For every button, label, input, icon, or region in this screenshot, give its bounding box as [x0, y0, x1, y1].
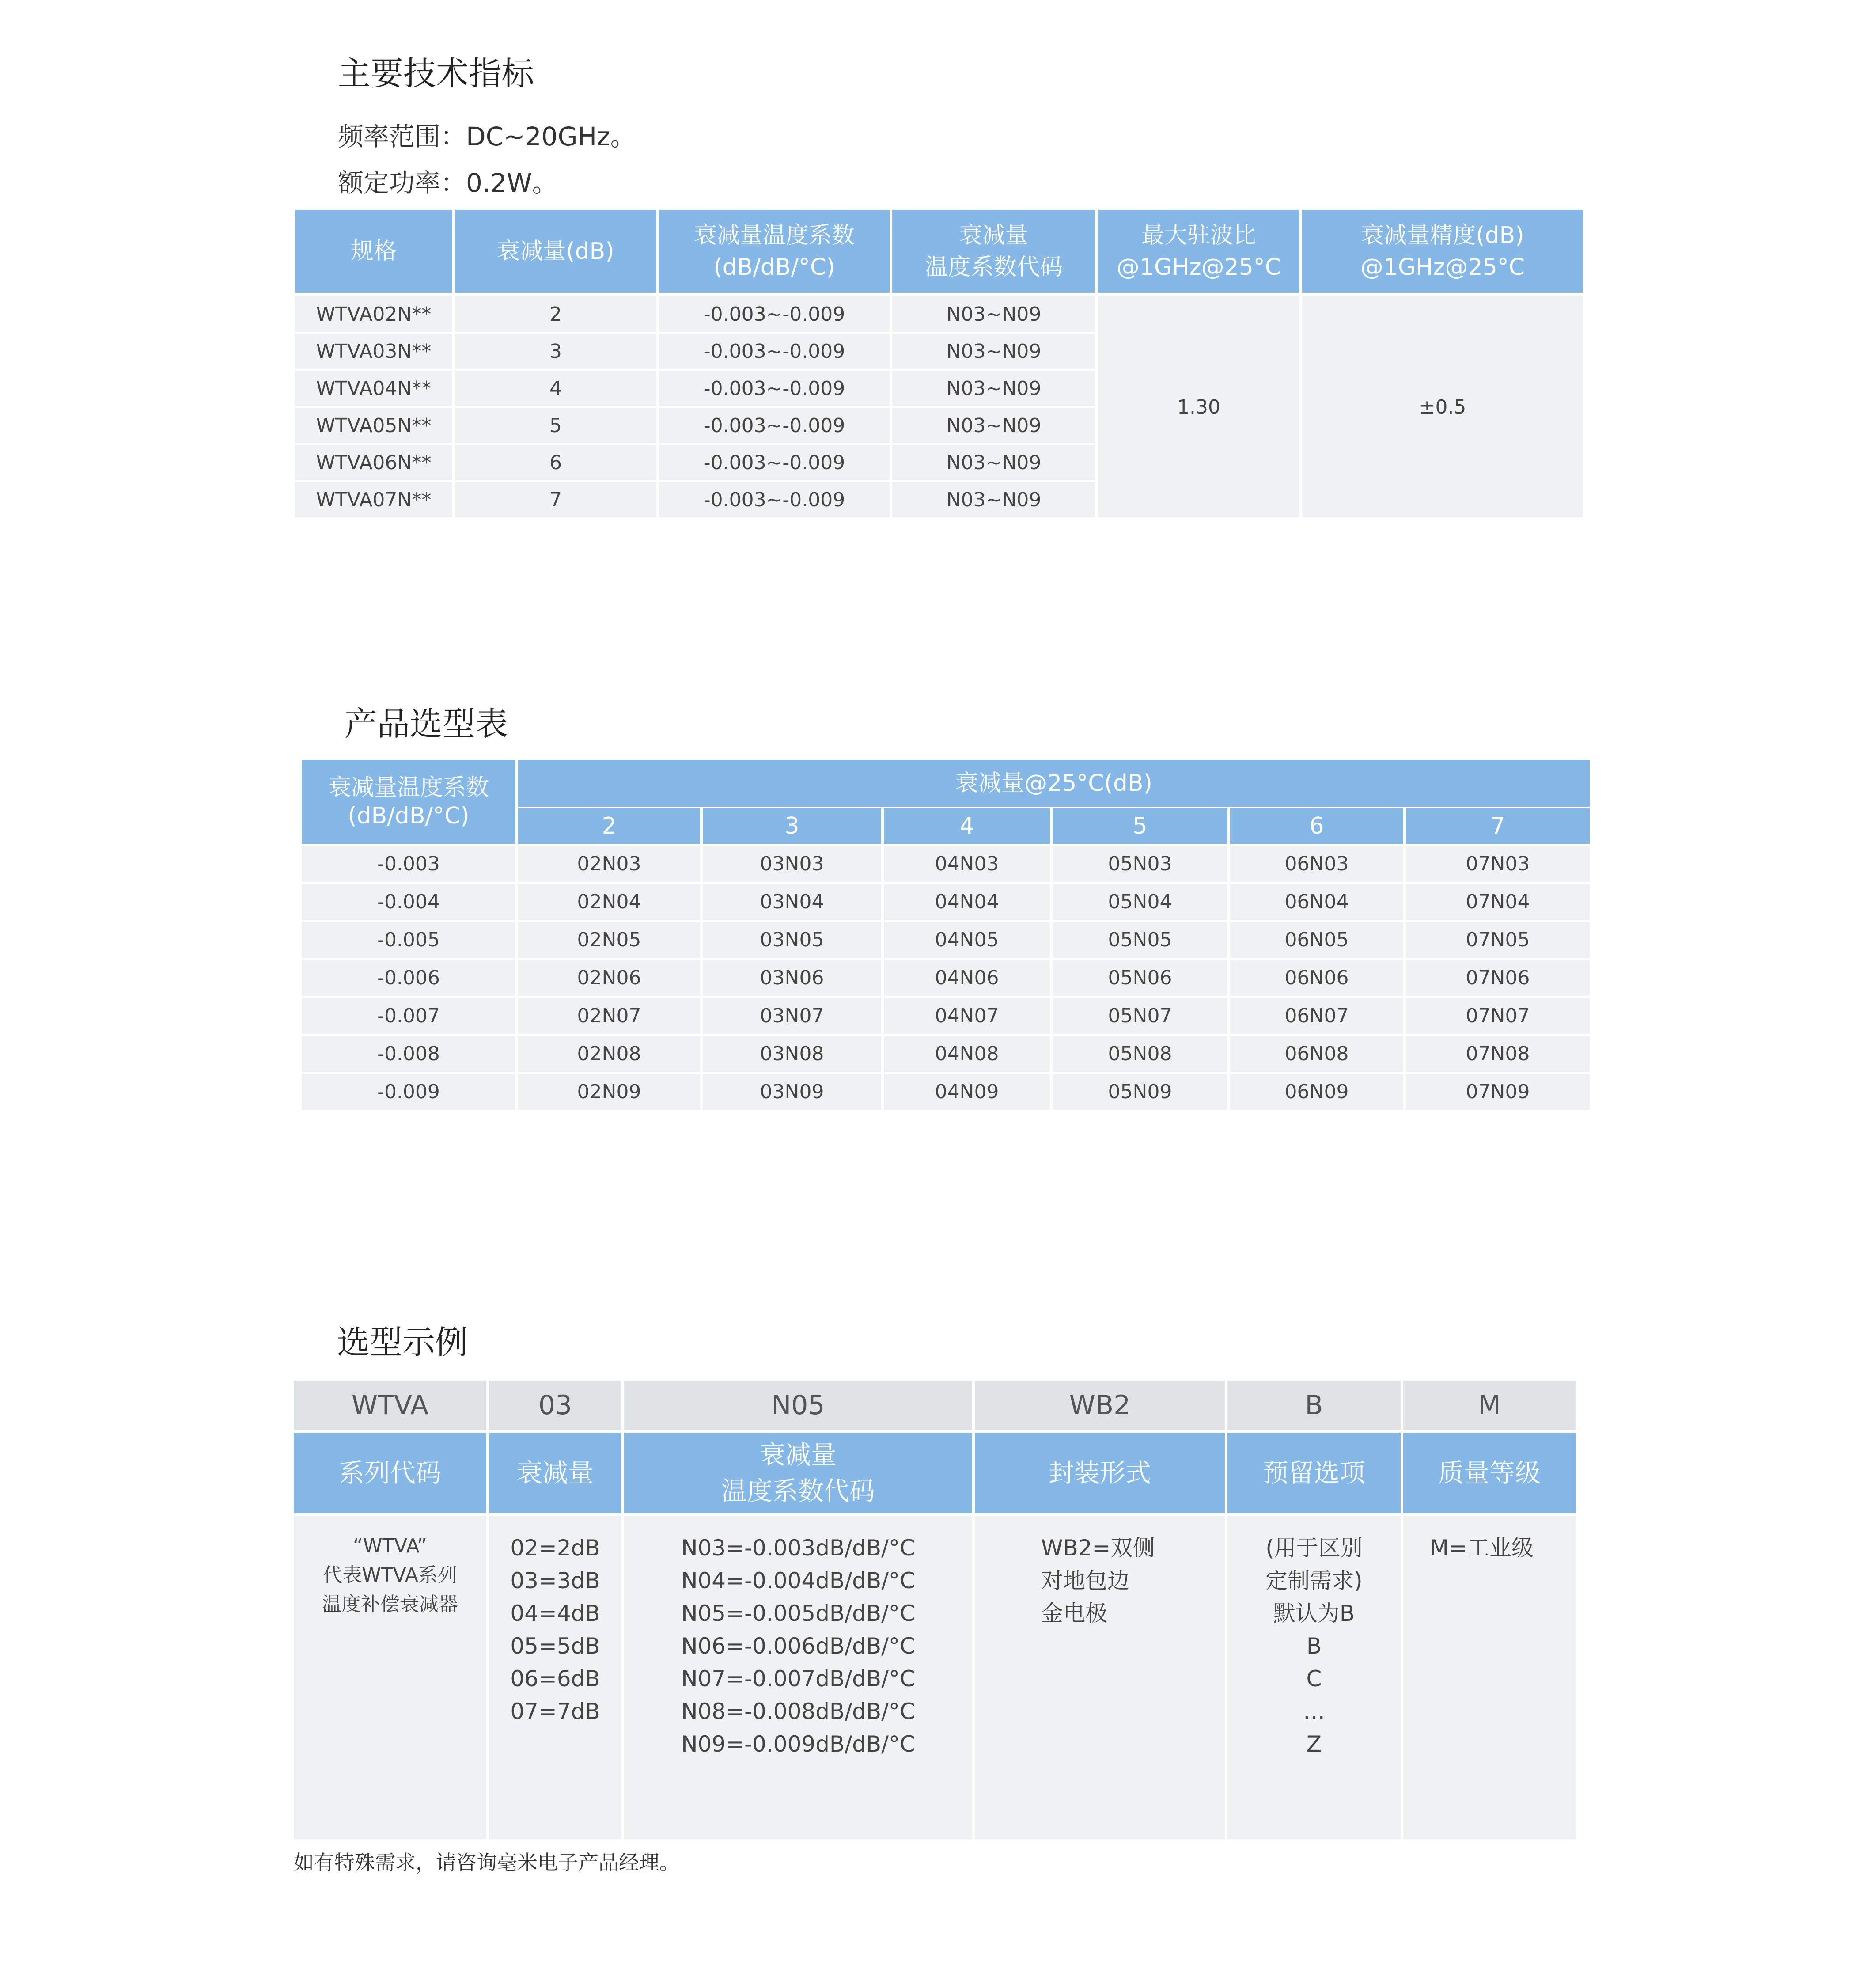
attenuation-column-header: 7	[1406, 808, 1590, 844]
spec-data-cell: -0.003~-0.009	[659, 408, 890, 443]
model-code-cell: 03N03	[703, 846, 881, 882]
model-code-cell: 02N06	[518, 960, 700, 996]
model-code-cell: 07N03	[1406, 846, 1590, 882]
model-code-cell: 07N09	[1406, 1074, 1590, 1110]
example-body-line: …	[1303, 1699, 1325, 1724]
example-body-line: N05=-0.005dB/dB/°C	[681, 1601, 915, 1626]
example-header-cell: 系列代码	[294, 1433, 486, 1513]
example-header-cell: 预留选项	[1227, 1433, 1401, 1513]
example-body-cell	[1227, 1516, 1401, 1839]
spec-data-cell: -0.003~-0.009	[659, 296, 890, 332]
example-header-cell: 质量等级	[1403, 1433, 1576, 1513]
model-code-cell: 05N04	[1053, 884, 1227, 920]
spec-data-cell: 6	[455, 445, 656, 480]
spec-data-cell: WTVA06N**	[295, 445, 452, 480]
attenuation-column-header: 5	[1053, 808, 1227, 844]
spec-data-cell: WTVA03N**	[295, 334, 452, 369]
spec-data-cell: 5	[455, 408, 656, 443]
example-header-cell: 封装形式	[975, 1433, 1225, 1513]
model-code-cell: 06N05	[1230, 922, 1403, 958]
coef-cell: -0.006	[302, 960, 515, 996]
example-code-cell: B	[1227, 1381, 1401, 1430]
spec-header-cell: 衰减量(dB)	[455, 210, 656, 293]
example-body-line: N03=-0.003dB/dB/°C	[681, 1535, 915, 1561]
attenuation-column-header: 3	[703, 808, 881, 844]
spec-data-cell: N03~N09	[892, 334, 1095, 369]
spec-data-cell: 3	[455, 334, 656, 369]
spec-data-cell: N03~N09	[892, 445, 1095, 480]
spec-data-cell: -0.003~-0.009	[659, 371, 890, 406]
spec-header-cell: 最大驻波比 @1GHz@25°C	[1098, 210, 1299, 293]
example-code-cell: N05	[624, 1381, 972, 1430]
spec-data-cell: WTVA02N**	[295, 296, 452, 332]
accuracy-cell: ±0.5	[1302, 296, 1583, 517]
coef-cell: -0.004	[302, 884, 515, 920]
coef-cell: -0.005	[302, 922, 515, 958]
spec-data-cell: -0.003~-0.009	[659, 334, 890, 369]
model-code-cell: 06N08	[1230, 1036, 1403, 1072]
example-code-cell: WB2	[975, 1381, 1225, 1430]
example-body-line: 对地包边	[1041, 1568, 1129, 1593]
example-body-line: 温度补偿衰减器	[322, 1593, 458, 1616]
footnote: 如有特殊需求，请咨询毫米电子产品经理。	[294, 1851, 680, 1874]
spec-header-cell: 衰减量温度系数 (dB/dB/°C)	[659, 210, 890, 293]
model-code-cell: 07N05	[1406, 922, 1590, 958]
coef-cell: -0.007	[302, 998, 515, 1034]
model-code-cell: 04N05	[884, 922, 1050, 958]
example-body-cell	[294, 1516, 486, 1839]
model-code-cell: 03N08	[703, 1036, 881, 1072]
example-body-cell	[975, 1516, 1225, 1839]
example-body-line: N07=-0.007dB/dB/°C	[681, 1666, 915, 1692]
example-body-line: 默认为B	[1273, 1601, 1355, 1626]
example-body-line: 02=2dB	[510, 1535, 600, 1561]
spec-data-cell: 4	[455, 371, 656, 406]
spec-header-cell: 衰减量 温度系数代码	[892, 210, 1095, 293]
model-code-cell: 06N03	[1230, 846, 1403, 882]
coef-cell: -0.009	[302, 1074, 515, 1110]
example-body-line: “WTVA”	[353, 1535, 427, 1557]
model-code-cell: 03N05	[703, 922, 881, 958]
attenuation-group-header: 衰减量@25°C(dB)	[518, 760, 1590, 807]
model-code-cell: 05N05	[1053, 922, 1227, 958]
example-body-line: N04=-0.004dB/dB/°C	[681, 1568, 915, 1593]
example-body-line: B	[1306, 1633, 1322, 1659]
frequency-range-line	[338, 116, 636, 153]
example-body-cell	[1403, 1516, 1576, 1839]
model-code-cell: 06N06	[1230, 960, 1403, 996]
example-header-cell: 衰减量	[489, 1433, 621, 1513]
example-body-cell	[489, 1516, 621, 1839]
example-body-line: C	[1306, 1666, 1322, 1692]
model-code-cell: 02N04	[518, 884, 700, 920]
model-code-cell: 06N09	[1230, 1074, 1403, 1110]
spec-header-cell: 规格	[295, 210, 452, 293]
example-code-cell: 03	[489, 1381, 621, 1430]
spec-data-cell: -0.003~-0.009	[659, 482, 890, 517]
spec-data-cell: N03~N09	[892, 482, 1095, 517]
example-body-line: (用于区别	[1265, 1535, 1363, 1561]
example-code-cell: M	[1403, 1381, 1576, 1430]
example-body-line: 06=6dB	[510, 1666, 600, 1692]
model-code-cell: 04N07	[884, 998, 1050, 1034]
model-code-cell: 04N06	[884, 960, 1050, 996]
vswr-cell: 1.30	[1098, 296, 1299, 517]
model-code-cell: 04N09	[884, 1074, 1050, 1110]
model-code-cell: 04N04	[884, 884, 1050, 920]
model-code-cell: 03N09	[703, 1074, 881, 1110]
model-code-cell: 02N03	[518, 846, 700, 882]
coef-cell: -0.003	[302, 846, 515, 882]
section-title-example: 选型示例	[337, 1324, 468, 1362]
example-body-line: 04=4dB	[510, 1601, 600, 1626]
example-body-line: 05=5dB	[510, 1633, 600, 1659]
example-code-cell: WTVA	[294, 1381, 486, 1430]
example-body-line: 07=7dB	[510, 1699, 600, 1724]
model-code-cell: 06N04	[1230, 884, 1403, 920]
model-code-cell: 07N08	[1406, 1036, 1590, 1072]
model-code-cell: 03N06	[703, 960, 881, 996]
example-body-line: M=工业级	[1430, 1535, 1534, 1561]
example-body-line: 03=3dB	[510, 1568, 600, 1593]
spec-data-cell: WTVA04N**	[295, 371, 452, 406]
example-body-line: N06=-0.006dB/dB/°C	[681, 1633, 915, 1659]
example-body-line: N09=-0.009dB/dB/°C	[681, 1731, 915, 1757]
model-code-cell: 07N06	[1406, 960, 1590, 996]
frequency-value: DC~20GHz。	[466, 121, 636, 152]
spec-data-cell: -0.003~-0.009	[659, 445, 890, 480]
model-code-cell: 04N08	[884, 1036, 1050, 1072]
coef-header-cell: 衰减量温度系数 (dB/dB/°C)	[302, 760, 515, 844]
model-code-cell: 02N05	[518, 922, 700, 958]
section-title-specs: 主要技术指标	[338, 55, 534, 93]
power-value: 0.2W。	[466, 168, 558, 198]
spec-data-cell: WTVA07N**	[295, 482, 452, 517]
example-body-line: Z	[1306, 1731, 1322, 1757]
coef-cell: -0.008	[302, 1036, 515, 1072]
spec-data-cell: N03~N09	[892, 408, 1095, 443]
model-code-cell: 06N07	[1230, 998, 1403, 1034]
spec-data-cell: N03~N09	[892, 371, 1095, 406]
model-code-cell: 05N07	[1053, 998, 1227, 1034]
model-code-cell: 03N07	[703, 998, 881, 1034]
attenuation-column-header: 6	[1230, 808, 1403, 844]
example-body-line: N08=-0.008dB/dB/°C	[681, 1699, 915, 1724]
model-code-cell: 07N04	[1406, 884, 1590, 920]
model-code-cell: 03N04	[703, 884, 881, 920]
rated-power-line	[338, 162, 558, 199]
model-code-cell: 07N07	[1406, 998, 1590, 1034]
power-label: 额定功率：	[338, 168, 466, 198]
model-code-cell: 05N06	[1053, 960, 1227, 996]
frequency-label: 频率范围：	[338, 121, 466, 152]
model-code-cell: 02N08	[518, 1036, 700, 1072]
example-body-line: 代表WTVA系列	[323, 1564, 457, 1586]
spec-data-cell: 7	[455, 482, 656, 517]
model-code-cell: 02N09	[518, 1074, 700, 1110]
example-body-line: 定制需求)	[1265, 1568, 1363, 1593]
model-code-cell: 04N03	[884, 846, 1050, 882]
section-title-selection: 产品选型表	[345, 705, 508, 743]
example-body-cell	[624, 1516, 972, 1839]
attenuation-column-header: 2	[518, 808, 700, 844]
spec-data-cell: N03~N09	[892, 296, 1095, 332]
model-code-cell: 05N09	[1053, 1074, 1227, 1110]
spec-data-cell: 2	[455, 296, 656, 332]
attenuation-column-header: 4	[884, 808, 1050, 844]
model-code-cell: 02N07	[518, 998, 700, 1034]
spec-data-cell: WTVA05N**	[295, 408, 452, 443]
example-body-line: WB2=双侧	[1041, 1535, 1155, 1561]
spec-header-cell: 衰减量精度(dB) @1GHz@25°C	[1302, 210, 1583, 293]
example-header-cell: 衰减量 温度系数代码	[624, 1433, 972, 1513]
example-body-line: 金电极	[1041, 1601, 1107, 1626]
model-code-cell: 05N08	[1053, 1036, 1227, 1072]
model-code-cell: 05N03	[1053, 846, 1227, 882]
